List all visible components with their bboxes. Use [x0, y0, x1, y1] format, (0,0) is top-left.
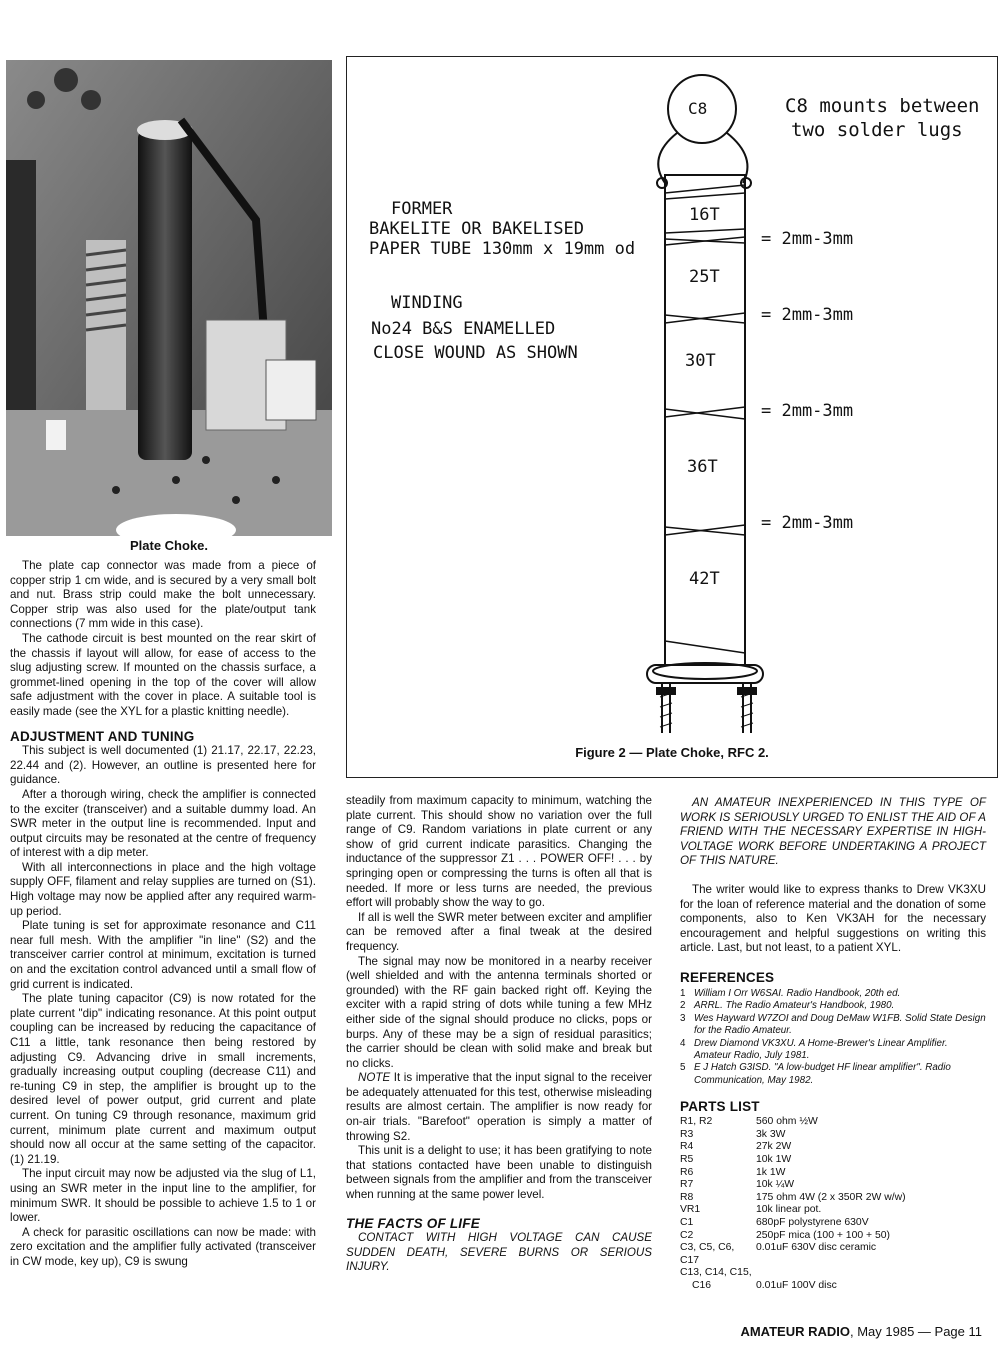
warning-text: AN AMATEUR INEXPERIENCED IN THIS TYPE OF WORK IS SERIOUSLY URGED TO ENLIST THE AID OF A FRIEND WITH THE NECESSARY EXPERTISE IN HIGH-VOLTAGE WORK BEFORE UNDERTAKING A PROJECT OF THIS NATURE.	[680, 796, 986, 868]
parts-row: C2 250pF mica (100 + 100 + 50)	[680, 1229, 891, 1241]
reference-item: 2 ARRL. The Radio Amateur's Handbook, 1980.	[680, 1000, 895, 1012]
reference-item: 1 William I Orr W6SAI. Radio Handbook, 20th ed.	[680, 987, 901, 999]
references-list	[680, 988, 986, 1087]
section-heading: ADJUSTMENT AND TUNING	[10, 728, 195, 744]
gap-label: = 2mm-3mm	[761, 229, 854, 249]
plate-choke-photo	[6, 60, 332, 536]
issue-and-page: , May 1985 — Page 11	[849, 1324, 982, 1339]
column-2	[346, 794, 652, 1275]
gap-label: = 2mm-3mm	[761, 305, 854, 325]
former-line-3: PAPER TUBE 130mm x 19mm od	[369, 239, 636, 259]
section-label: 42T	[689, 569, 720, 589]
parts-row: R7 10k ¼W	[680, 1179, 795, 1191]
facts-heading: THE FACTS OF LIFE	[346, 1215, 480, 1231]
paragraph: The signal may now be monitored in a nearby receiver (well shielded and with the antenna terminals shorted or grounded) with the RF gain backed right off. Keying the exciter with a rapid string of dots while tuning a few MHz either side of the signal should produce no clicks, pops or burps. Any of these may be a sign of residual parasitics; the carrier should be clean with solid make and break but no clicks.	[346, 954, 652, 1070]
photo-caption: Plate Choke.	[129, 538, 209, 553]
parts-row: R6 1k 1W	[680, 1166, 786, 1178]
column-1	[10, 559, 316, 1270]
parts-row: R5 10k 1W	[680, 1153, 792, 1165]
parts-row: C1 680pF polystyrene 630V	[680, 1216, 869, 1228]
c8-note-line-2: two solder lugs	[791, 119, 963, 141]
paragraph: A check for parasitic oscillations can now be made: with zero excitation and the amplifier fully activated (transceiver in CW mode, key up), C9 is swung	[10, 1225, 316, 1268]
parts-row: R4 27k 2W	[680, 1141, 792, 1153]
parts-row: R8 175 ohm 4W (2 x 350R 2W w/w)	[680, 1191, 906, 1203]
plate-choke-photo-drawing	[6, 60, 332, 536]
section-label: 16T	[689, 205, 720, 225]
paragraph: This subject is well documented (1) 21.17, 22.17, 22.23, 22.44 and (2). However, an outline is presented here for guidance.	[10, 744, 316, 787]
paragraph: The cathode circuit is best mounted on the rear skirt of the chassis if layout will allow, for ease of access to the slug adjusting screw. If mounted on the chassis surface, a grommet-lined opening in the top of the cover will allow safe adjustment with the cover in place. A suitable tool is easily made (see the XYL for a plastic knitting needle).	[10, 631, 316, 718]
note-text: It is imperative that the input signal to the receiver be adequately attenuated for this test, otherwise misleading results are almost certain. The amplifier is now ready for on-air trials. "Barefoot" operation is simply a matter of throwing S2.	[346, 1071, 652, 1143]
parts-row: C16 0.01uF 100V disc	[692, 1279, 837, 1291]
winding-line-1: WINDING	[391, 293, 463, 313]
note-label: NOTE	[358, 1071, 391, 1085]
c8-label: C8	[688, 99, 708, 118]
parts-row: R3 3k 3W	[680, 1128, 786, 1140]
facts-text: CONTACT WITH HIGH VOLTAGE CAN CAUSE SUDDEN DEATH, SEVERE BURNS OR SERIOUS INJURY.	[346, 1231, 652, 1274]
gap-label: = 2mm-3mm	[761, 513, 854, 533]
magazine-name: AMATEUR RADIO	[740, 1324, 850, 1339]
parts-list	[680, 1116, 986, 1292]
former-line-1: FORMER	[391, 199, 453, 219]
c8-note-line-1: C8 mounts between	[785, 95, 980, 117]
paragraph: steadily from maximum capacity to minimum, watching the plate current. This should show no variation over the full range of C9. Random variations in plate current or any show of grid current indicate parasitics. Changing the inductance of the suppressor Z1 . . . POWER OFF! . . . by springing open or compressing the turns is often all that is needed. If more or less turns are needed, the previous effort will probably show the way to go.	[346, 794, 652, 910]
paragraph: The input circuit may now be adjusted via the slug of L1, using an SWR meter in the input line to the amplifier, for minimum SWR. It should be possible to achieve 1.5 to 1 or lower.	[10, 1167, 316, 1225]
paragraph: The plate tuning capacitor (C9) is now rotated for the plate current "dip" indicating resonance. At this point output coupling can be increased by reducing the capacitance of C11 a little, tank resonance then being restored by adjusting C9. Advancing drive in small increments, gradually increasing output coupling (decrease C11) and re-tuning C9 in step, the amplifier is brought up to the desired level of power output, grid current and plate current. On tuning C9 through resonance, maximum grid current, minimum plate current and maximum output should now all occur at the same setting of the capacitor. (1) 21.19.	[10, 992, 316, 1166]
paragraph: With all interconnections in place and the high voltage supply OFF, filament and relay supplies are turned on (S1). High voltage may now be applied after any required warm-up period.	[10, 860, 316, 918]
column-3	[680, 796, 986, 1293]
references-heading: REFERENCES	[680, 969, 775, 985]
reference-item: 5 E J Hatch G3ISD. "A low-budget HF linear amplifier". Radio Communication, May 1982.	[680, 1062, 951, 1086]
paragraph: The plate cap connector was made from a piece of copper strip 1 cm wide, and is secured by a very small bolt and nut. Brass strip could make the bolt unnecessary. Copper strip was also used for the plate/output tank connections (7 mm wide in this case).	[10, 559, 316, 631]
reference-item: 3 Wes Hayward W7ZOI and Doug DeMaw W1FB. Solid State Design for the Radio Amateur.	[680, 1012, 986, 1037]
thanks-paragraph: The writer would like to express thanks to Drew VK3XU for the loan of reference material and the donation of some components, also to Ken VK3AH for the necessary encouragement and helpful suggestions on writing this article. Last, but not least, to a patient XYL.	[680, 882, 986, 955]
section-label: 36T	[687, 457, 718, 477]
paragraph: If all is well the SWR meter between exciter and amplifier can be removed after a final tweak at the desired frequency.	[346, 910, 652, 953]
paragraph: After a thorough wiring, check the amplifier is connected to the exciter (transceiver) and a suitable dummy load. An SWR meter in the output line is recommended. Input and output circuits may be resonated at the centre of frequency of interest with a dip meter.	[10, 787, 316, 860]
section-label: 30T	[685, 351, 716, 371]
paragraph: Plate tuning is set for approximate resonance and C11 near full mesh. With the amplifier "in line" (S2) and the transceiver carrier control at minimum, excitation is turned on and the excitation control advanced until a small flow of grid current is indicated.	[10, 919, 316, 991]
parts-list-heading: PARTS LIST	[680, 1099, 760, 1115]
choke-diagram	[347, 57, 997, 777]
reference-item: 4 Drew Diamond VK3XU. A Home-Brewer's Linear Amplifier. Amateur Radio, July 1981.	[680, 1037, 948, 1061]
parts-row: R1, R2 560 ohm ½W	[680, 1116, 818, 1128]
winding-line-2: No24 B&S ENAMELLED	[371, 319, 556, 339]
figure-2	[346, 56, 998, 778]
parts-row: C3, C5, C6, C17 0.01uF 630V disc ceramic	[680, 1242, 877, 1266]
paragraph: This unit is a delight to use; it has been gratifying to note that stations contacted have been unable to distinguish between signals from the amplifier and from the transceiver when running at the same power level.	[346, 1144, 652, 1202]
former-line-2: BAKELITE OR BAKELISED	[369, 219, 584, 239]
parts-row: VR1 10k linear pot.	[680, 1204, 822, 1216]
parts-row: C13, C14, C15,	[680, 1267, 752, 1279]
page-footer	[740, 1324, 982, 1339]
gap-label: = 2mm-3mm	[761, 401, 854, 421]
figure-caption: Figure 2 — Plate Choke, RFC 2.	[575, 745, 769, 760]
winding-line-3: CLOSE WOUND AS SHOWN	[373, 343, 578, 363]
section-label: 25T	[689, 267, 720, 287]
paragraph	[346, 1071, 652, 1144]
